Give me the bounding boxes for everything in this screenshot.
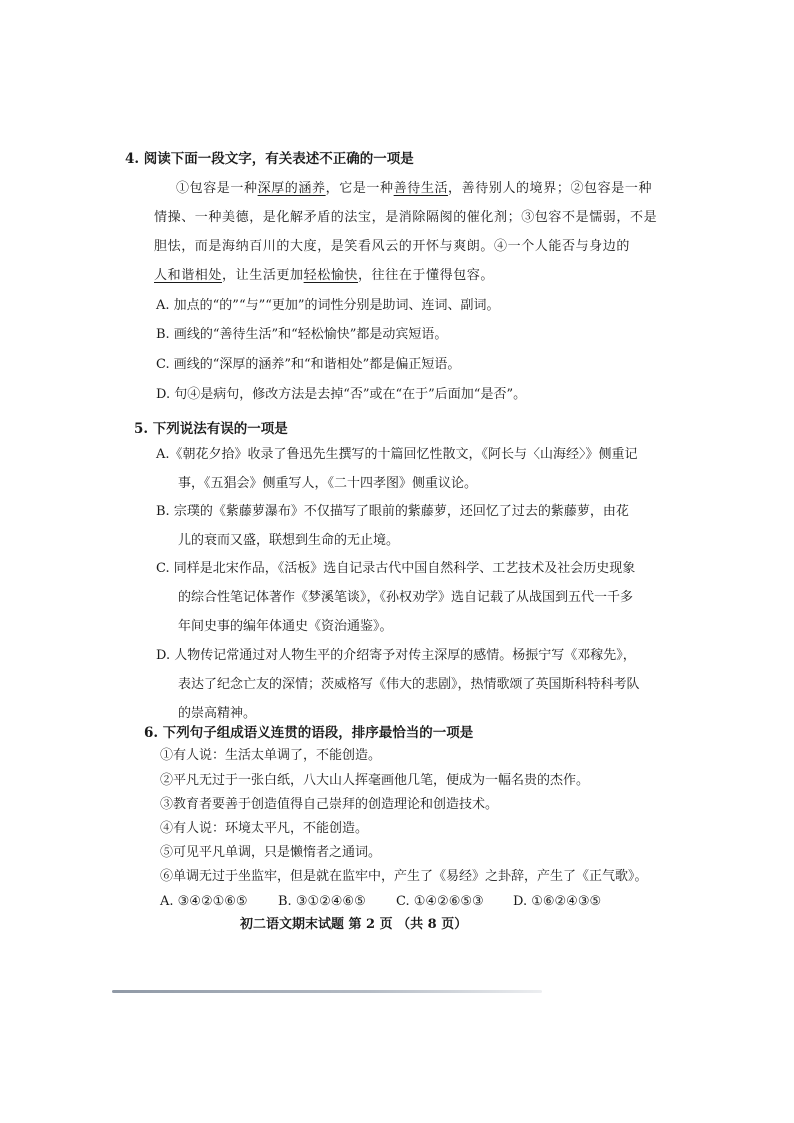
q5-line: 的崇高精神。 (178, 706, 257, 721)
underlined-phrase: 轻松愉快 (303, 268, 359, 283)
passage-line-2: 情操、一种美德，是化解矛盾的法宝，是消除隔阂的催化剂；③包容不是懦弱，不是 (154, 210, 658, 225)
question-5-title: 5. 下列说法有误的一项是 (134, 421, 288, 437)
passage-text: ①包容是一种 (176, 181, 258, 196)
underlined-phrase: 深厚的涵养 (257, 181, 326, 196)
underlined-phrase: 人和谐相处 (154, 268, 223, 283)
page-footer: 初二语文期末试题 第 2 页 （共 8 页） (240, 917, 468, 932)
scan-artifact-line (112, 990, 542, 993)
q5-line: 年间史事的编年体通史《资治通鉴》。 (178, 619, 393, 634)
q6-sentence: ①有人说：生活太单调了，不能创造。 (160, 748, 382, 763)
question-4-title: 4. 阅读下面一段文字，有关表述不正确的一项是 (125, 151, 414, 167)
q5-line: D. 人物传记常通过对人物生平的介绍寄予对传主深厚的感情。杨振宁写《邓稼先》， (156, 648, 636, 663)
q6-choice-c: C. ①④②⑥⑤③ (396, 894, 484, 909)
q6-sentence: ⑥单调无过于坐监牢，但是就在监牢中，产生了《易经》之卦辞，产生了《正气歌》。 (160, 869, 648, 884)
passage-text: ，往往在于懂得包容。 (358, 268, 495, 283)
q6-choice-b: B. ③①②④⑥⑤ (278, 894, 366, 909)
passage-text: ，善待别人的境界；②包容是一种 (448, 181, 653, 196)
passage-line-3: 胆怯，而是海纳百川的大度，是笑看风云的开怀与爽朗。④一个人能否与身边的 (154, 239, 631, 254)
passage-text: ，它是一种 (325, 181, 394, 196)
q5-line: B. 宗璞的《紫藤萝瀑布》不仅描写了眼前的紫藤萝，还回忆了过去的紫藤萝，由花 (156, 504, 629, 519)
q6-sentence: ③教育者要善于创造值得自己崇拜的创造理论和创造技术。 (160, 797, 499, 812)
q5-line: C. 同样是北宋作品，《活板》选自记录古代中国自然科学、工艺技术及社会历史现象 (156, 561, 636, 576)
q6-sentence: ⑤可见平凡单调，只是懒惰者之通词。 (160, 845, 382, 860)
q5-line: 儿的衰而又盛，联想到生命的无止境。 (178, 533, 400, 548)
q5-line: 表达了纪念亡友的深情；茨威格写《伟大的悲剧》，热情歌颂了英国斯科特科考队 (178, 677, 640, 692)
passage-line-4 (154, 267, 494, 285)
q6-choice-d: D. ①⑥②④③⑤ (513, 894, 602, 909)
q5-line: 事，《五猖会》侧重写人，《二十四孝图》侧重议论。 (178, 476, 478, 491)
q6-choice-a: A. ③④②①⑥⑤ (160, 894, 248, 909)
q4-option-d: D. 句④是病句，修改方法是去掉“否”或在“在于”后面加“是否”。 (156, 387, 527, 402)
q4-option-c: C. 画线的“深厚的涵养”和“和谐相处”都是偏正短语。 (156, 357, 461, 372)
passage-text: ，让生活更加 (222, 268, 304, 283)
q4-option-b: B. 画线的“善待生活”和“轻松愉快”都是动宾短语。 (156, 327, 448, 342)
underlined-phrase: 善待生活 (393, 181, 449, 196)
q5-line: 的综合性笔记体著作《梦溪笔谈》，《孙权劝学》选自记载了从战国到五代一千多 (178, 590, 634, 605)
passage-line-1 (176, 180, 652, 198)
q6-sentence: ④有人说：环境太平凡，不能创造。 (160, 821, 369, 836)
q4-option-a: A. 加点的“的”“与”“更加”的词性分别是助词、连词、副词。 (156, 298, 500, 313)
question-6-title: 6. 下列句子组成语义连贯的语段，排序最恰当的一项是 (144, 725, 474, 741)
q6-sentence: ②平凡无过于一张白纸，八大山人挥毫画他几笔，便成为一幅名贵的杰作。 (160, 773, 590, 788)
q5-line: A.《朝花夕拾》收录了鲁迅先生撰写的十篇回忆性散文，《阿长与〈山海经〉》侧重记 (156, 447, 638, 462)
